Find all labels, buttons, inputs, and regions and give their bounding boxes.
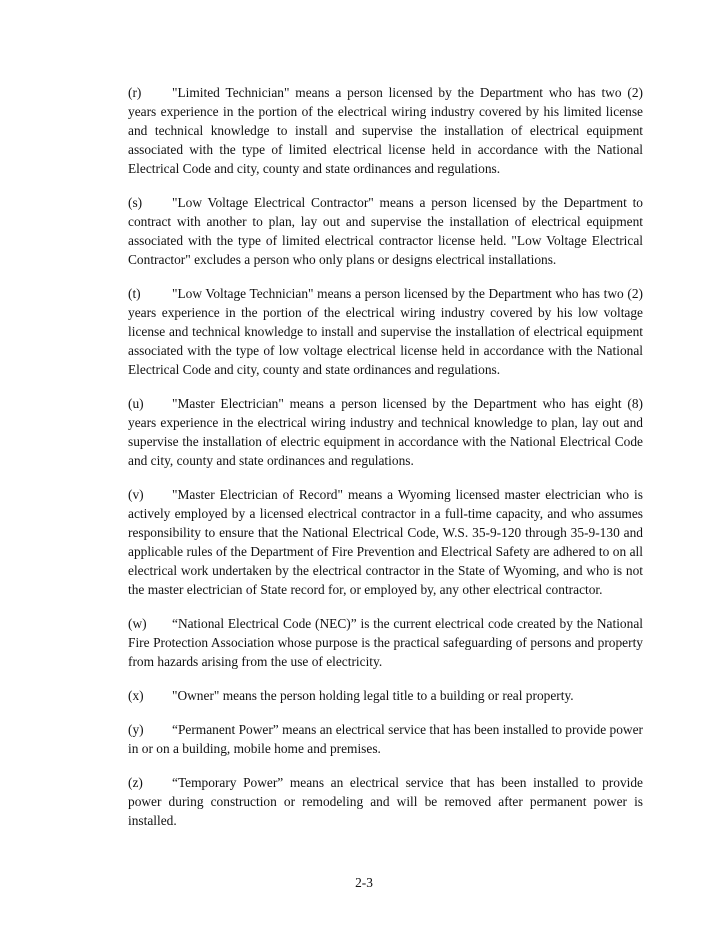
definition-text: "Owner" means the person holding legal title to a building or real property. [172,688,574,703]
definition-w [128,614,643,671]
definition-label: (t) [128,286,141,301]
definition-x [128,686,643,705]
definition-label: (x) [128,688,144,703]
definition-v [128,485,643,599]
page-number: 2-3 [355,875,373,890]
definition-t [128,284,643,379]
definition-y [128,720,643,758]
definition-label: (z) [128,775,143,790]
definition-text: "Low Voltage Electrical Contractor" means a person licensed by the Department to contract with another to plan, lay out and supervise the installation of electrical equipment associated with the type of limited electrical contractor license held. "Low Voltage Electrical Contractor" excludes a person who only plans or designs electrical installations. [128,195,643,267]
definition-label: (w) [128,616,147,631]
definition-u [128,394,643,470]
definition-text: “Permanent Power” means an electrical service that has been installed to provide power in or on a building, mobile home and premises. [128,722,643,756]
definition-text: "Master Electrician" means a person licensed by the Department who has eight (8) years experience in the electrical wiring industry and technical knowledge to plan, lay out and supervise the installation of electric equipment in accordance with the National Electrical Code and city, county and state ordinances and regulations. [128,396,643,468]
definition-text: “Temporary Power” means an electrical service that has been installed to provide power during construction or remodeling and will be removed after permanent power is installed. [128,775,643,828]
definition-label: (r) [128,85,142,100]
definition-label: (u) [128,396,144,411]
definition-text: "Low Voltage Technician" means a person licensed by the Department who has two (2) years experience in the portion of the electrical wiring industry covered by his low voltage license and technical knowledge to install and supervise the installation of electrical equipment associated with the type of low voltage electrical license held in accordance with the National Electrical Code and city, county and state ordinances and regulations. [128,286,643,377]
definition-z [128,773,643,830]
definition-s [128,193,643,269]
definition-label: (v) [128,487,144,502]
definitions-list [128,83,643,845]
definition-label: (s) [128,195,143,210]
definition-label: (y) [128,722,144,737]
definition-text: “National Electrical Code (NEC)” is the current electrical code created by the National Fire Protection Association whose purpose is the practical safeguarding of persons and property from hazards arising from the use of electricity. [128,616,643,669]
definition-text: "Limited Technician" means a person licensed by the Department who has two (2) years experience in the portion of the electrical wiring industry covered by his limited license and technical knowledge to install and supervise the installation of electrical equipment associated with the type of limited electrical license held in accordance with the National Electrical Code and city, county and state ordinances and regulations. [128,85,643,176]
definition-text: "Master Electrician of Record" means a Wyoming licensed master electrician who is actively employed by a licensed electrical contractor in a full-time capacity, and who assumes responsibility to ensure that the National Electrical Code, W.S. 35-9-120 through 35-9-130 and applicable rules of the Department of Fire Prevention and Electrical Safety are adhered to on all electrical work undertaken by the electrical contractor in the State of Wyoming, and who is not the master electrician of State record for, or employed by, any other electrical contractor. [128,487,643,597]
definition-r [128,83,643,178]
